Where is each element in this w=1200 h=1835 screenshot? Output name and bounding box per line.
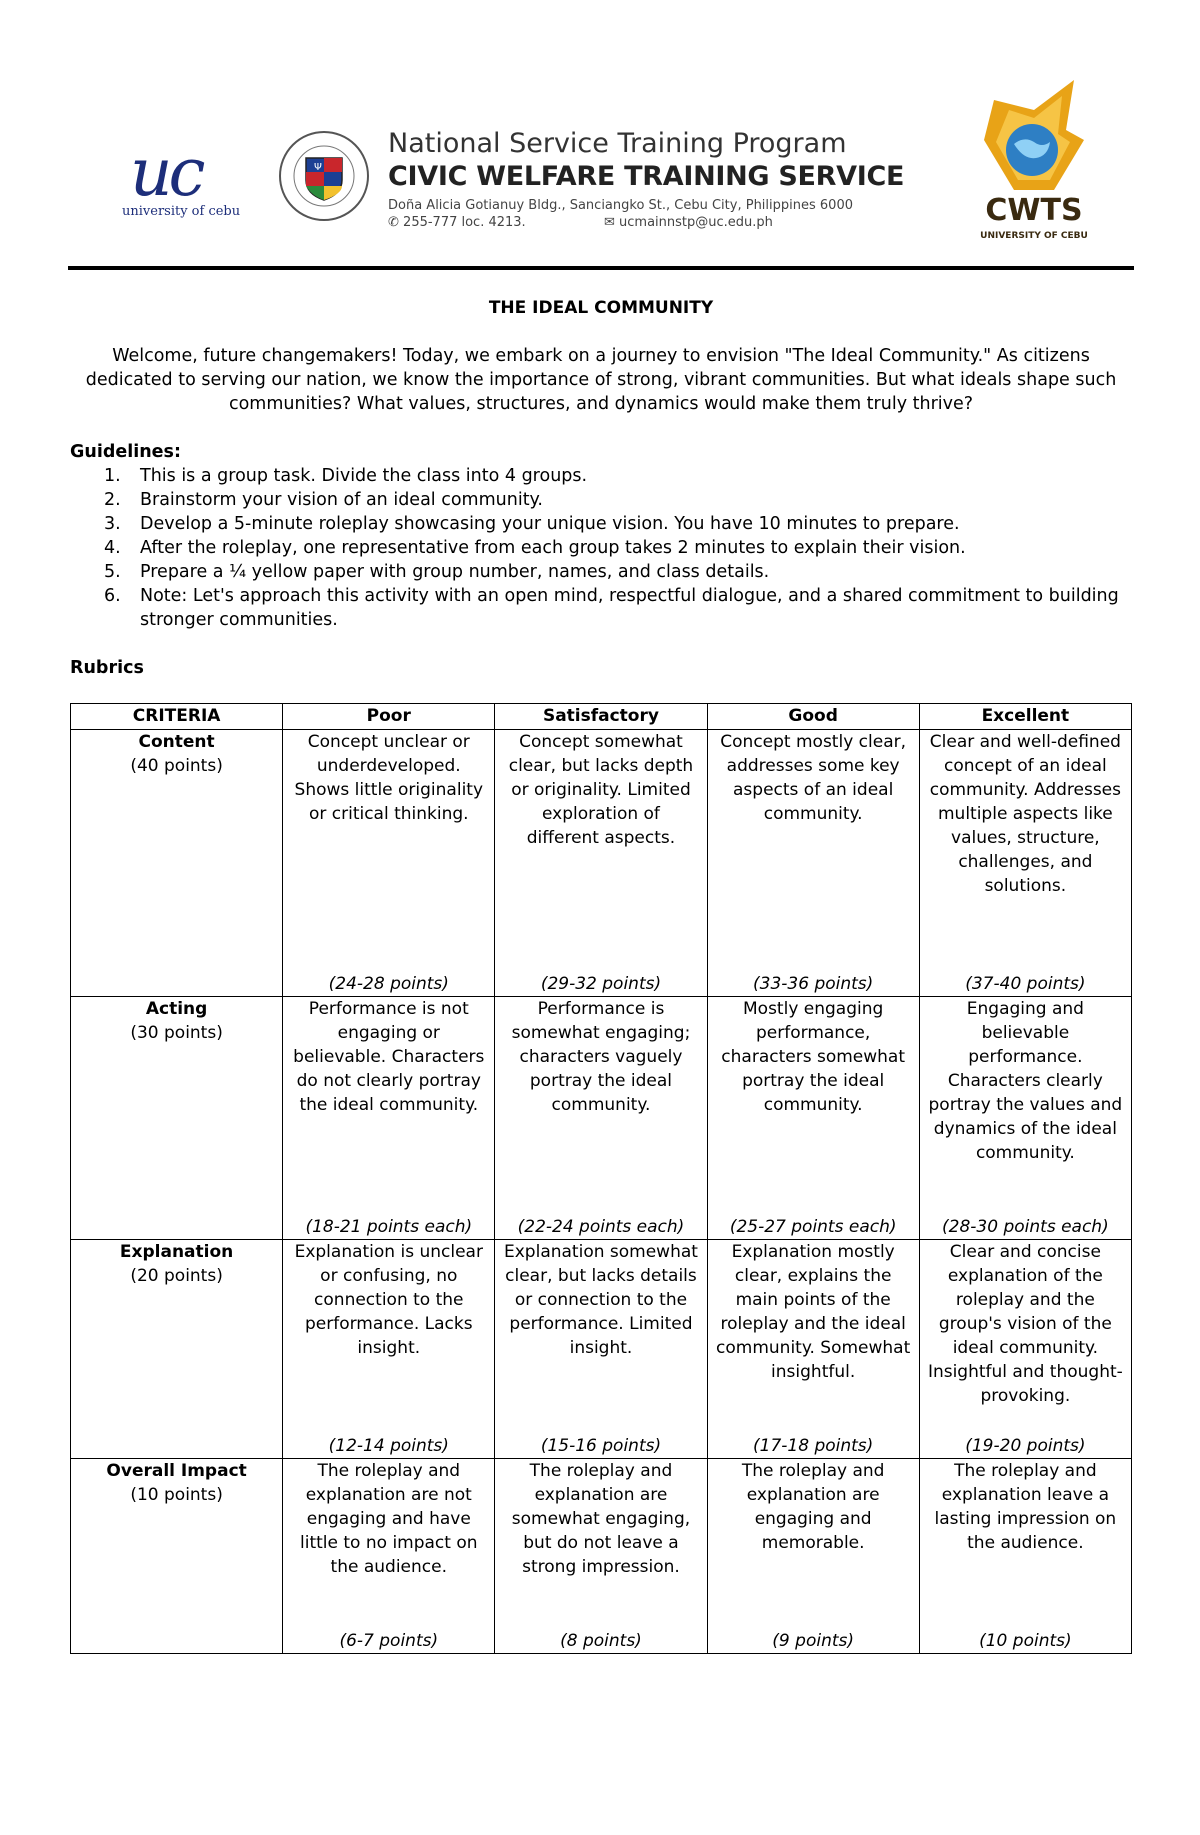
uc-logo bbox=[122, 134, 262, 220]
rubric-header-row bbox=[71, 704, 1132, 730]
rubric-cell: Explanation somewhat clear, but lacks details or connection to the performance. Limited insight. (15-16 points) bbox=[495, 1240, 707, 1459]
guideline-item: 3. Develop a 5-minute roleplay showcasing your unique vision. You have 10 minutes to prepare. bbox=[104, 514, 960, 534]
intro-paragraph: Welcome, future changemakers! Today, we embark on a journey to envision "The Ideal Community." As citizens dedicated to serving our nation, we know the importance of strong, vibrant communities. But what ideals shape such communities? What values, structures, and dynamics would make them truly thrive? bbox=[85, 346, 1117, 414]
rubric-cell: The roleplay and explanation are engaging and memorable. (9 points) bbox=[707, 1459, 919, 1654]
rubric-cell: Explanation mostly clear, explains the main points of the roleplay and the ideal community. Somewhat insightful. (17-18 points) bbox=[707, 1240, 919, 1459]
criteria-points: (30 points) bbox=[130, 1023, 223, 1043]
letterhead bbox=[68, 70, 1134, 265]
document-title: THE IDEAL COMMUNITY bbox=[488, 298, 714, 318]
criteria-points: (10 points) bbox=[130, 1485, 223, 1505]
criteria-points: (40 points) bbox=[130, 756, 223, 776]
criteria-cell bbox=[71, 1240, 283, 1459]
criteria-name: Explanation bbox=[119, 1242, 234, 1262]
rubric-table bbox=[70, 703, 1132, 1654]
score-range: (9 points) bbox=[772, 1631, 854, 1651]
criteria-name: Acting bbox=[145, 999, 208, 1019]
cwts-logo-icon bbox=[974, 70, 1094, 250]
table-row bbox=[71, 1459, 1132, 1654]
score-range: (24-28 points) bbox=[328, 974, 449, 994]
rubrics-heading: Rubrics bbox=[70, 658, 144, 678]
guidelines-heading: Guidelines: bbox=[70, 442, 181, 462]
phone-icon: ✆ bbox=[388, 215, 399, 230]
criteria-cell bbox=[71, 997, 283, 1240]
program-name: National Service Training Program bbox=[388, 128, 847, 159]
score-range: (6-7 points) bbox=[339, 1631, 439, 1651]
contact-line bbox=[388, 215, 988, 230]
rubric-cell: Concept unclear or underdeveloped. Shows little originality or critical thinking. (24-28 points) bbox=[283, 730, 495, 997]
table-row bbox=[71, 1240, 1132, 1459]
cwts-label: CWTS bbox=[985, 193, 1083, 228]
header-satisfactory: Satisfactory bbox=[495, 704, 707, 730]
guideline-item: 5. Prepare a ¼ yellow paper with group number, names, and class details. bbox=[104, 562, 770, 582]
rubric-cell: Concept mostly clear, addresses some key aspects of an ideal community. (33-36 points) bbox=[707, 730, 919, 997]
rubric-cell: Mostly engaging performance, characters somewhat portray the ideal community. (25-27 points each) bbox=[707, 997, 919, 1240]
rubric-cell: Explanation is unclear or confusing, no connection to the performance. Lacks insight. (12-14 points) bbox=[283, 1240, 495, 1459]
score-range: (28-30 points each) bbox=[942, 1217, 1109, 1237]
score-range: (17-18 points) bbox=[753, 1436, 874, 1456]
score-range: (18-21 points each) bbox=[305, 1217, 473, 1237]
score-range: (25-27 points each) bbox=[729, 1217, 897, 1237]
uc-logo-letters: uc bbox=[130, 134, 202, 211]
header-good: Good bbox=[707, 704, 919, 730]
criteria-points: (20 points) bbox=[130, 1266, 223, 1286]
guidelines-list bbox=[70, 464, 1132, 632]
uc-logo-subtitle: university of cebu bbox=[122, 204, 241, 219]
score-range: (19-20 points) bbox=[965, 1436, 1086, 1456]
cwts-sub: UNIVERSITY OF CEBU bbox=[980, 231, 1088, 241]
guideline-item: 6. Note: Let's approach this activity with an open mind, respectful dialogue, and a shared commitment to building stronger communities. bbox=[104, 586, 1119, 630]
rubric-cell: Clear and well-defined concept of an ideal community. Addresses multiple aspects like values, structure, challenges, and solutions. (37-40 points) bbox=[919, 730, 1131, 997]
score-range: (29-32 points) bbox=[540, 974, 662, 994]
guideline-item: 1. This is a group task. Divide the class into 4 groups. bbox=[104, 466, 588, 486]
organization-block bbox=[388, 128, 988, 230]
svg-text:Ψ: Ψ bbox=[314, 162, 322, 173]
criteria-cell bbox=[71, 730, 283, 997]
guideline-item: 2. Brainstorm your vision of an ideal community. bbox=[104, 490, 543, 510]
score-range: (15-16 points) bbox=[540, 1436, 662, 1456]
header-criteria: CRITERIA bbox=[71, 704, 283, 730]
rubric-cell: Performance is not engaging or believable. Characters do not clearly portray the ideal community. (18-21 points each) bbox=[283, 997, 495, 1240]
rubric-cell: Concept somewhat clear, but lacks depth or originality. Limited exploration of different aspects. (29-32 points) bbox=[495, 730, 707, 997]
rubric-cell: The roleplay and explanation are somewhat engaging, but do not leave a strong impression. (8 points) bbox=[495, 1459, 707, 1654]
rubric-cell: The roleplay and explanation leave a lasting impression on the audience. (10 points) bbox=[919, 1459, 1131, 1654]
criteria-name: Overall Impact bbox=[106, 1461, 247, 1481]
address: Doña Alicia Gotianuy Bldg., Sanciangko St., Cebu City, Philippines 6000 bbox=[388, 198, 853, 213]
college-seal-icon bbox=[278, 130, 370, 222]
header-excellent: Excellent bbox=[919, 704, 1131, 730]
criteria-cell bbox=[71, 1459, 283, 1654]
guideline-item: 4. After the roleplay, one representative from each group takes 2 minutes to explain their vision. bbox=[104, 538, 966, 558]
score-range: (10 points) bbox=[979, 1631, 1072, 1651]
table-row bbox=[71, 730, 1132, 997]
score-range: (33-36 points) bbox=[753, 974, 874, 994]
rubric-cell: The roleplay and explanation are not engaging and have little to no impact on the audience. (6-7 points) bbox=[283, 1459, 495, 1654]
rubric-cell: Clear and concise explanation of the roleplay and the group's vision of the ideal community. Insightful and thought-provoking. (19-20 points) bbox=[919, 1240, 1131, 1459]
rubric-cell: Engaging and believable performance. Characters clearly portray the values and dynamics of the ideal community. (28-30 points each) bbox=[919, 997, 1131, 1240]
score-range: (22-24 points each) bbox=[517, 1217, 685, 1237]
score-range: (37-40 points) bbox=[965, 974, 1086, 994]
email-icon: ✉ bbox=[603, 215, 615, 230]
score-range: (12-14 points) bbox=[328, 1436, 449, 1456]
table-row bbox=[71, 997, 1132, 1240]
service-name: CIVIC WELFARE TRAINING SERVICE bbox=[388, 161, 905, 192]
criteria-name: Content bbox=[138, 732, 215, 752]
phone-number: 255-777 loc. 4213. bbox=[403, 215, 526, 230]
header-divider bbox=[68, 266, 1134, 270]
header-poor: Poor bbox=[283, 704, 495, 730]
rubric-cell: Performance is somewhat engaging; characters vaguely portray the ideal community. (22-24 points each) bbox=[495, 997, 707, 1240]
email-address: ucmainnstp@uc.edu.ph bbox=[619, 215, 773, 230]
score-range: (8 points) bbox=[560, 1631, 642, 1651]
